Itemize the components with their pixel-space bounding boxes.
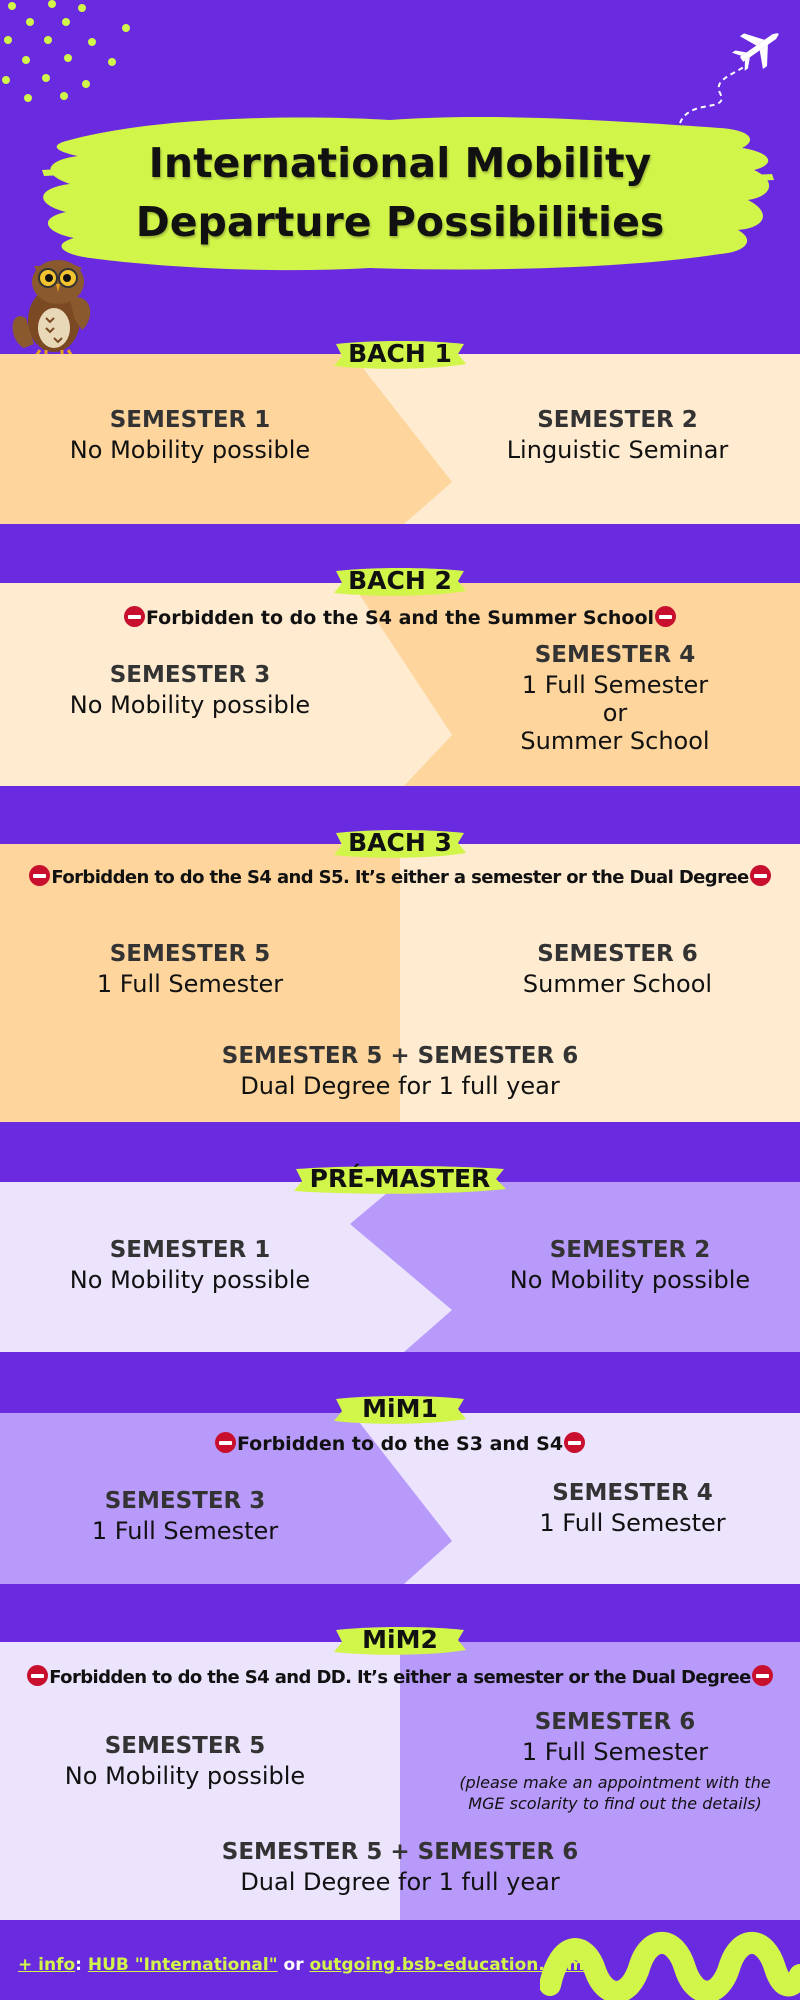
stop-sign-icon: [215, 1432, 236, 1453]
semester-heading: SEMESTER 2: [549, 1237, 711, 1263]
mim2-combined: [150, 1836, 650, 1896]
stop-sign-icon: [124, 606, 145, 627]
section-label-mim2: MiM2: [0, 1622, 800, 1658]
semester-heading: SEMESTER 1: [109, 407, 271, 433]
title-line-2: Departure Possibilities: [135, 198, 665, 246]
semester-heading: SEMESTER 6: [534, 1709, 696, 1735]
semester-detail: No Mobility possible: [69, 1266, 311, 1294]
semester-detail: Summer School: [522, 970, 713, 998]
premaster-semester-2: [465, 1234, 795, 1294]
semester-heading: SEMESTER 4: [552, 1480, 713, 1506]
title-line-1: International Mobility: [148, 139, 652, 187]
warning-text: Forbidden to do the S4 and S5. It’s either a semester or the Dual Degree: [51, 867, 749, 888]
stop-sign-icon: [29, 865, 50, 886]
bach1-semester-2: [460, 404, 775, 464]
semester-detail: 1 Full Semester: [539, 1509, 726, 1537]
semester-note: MGE scolarity to find out the details): [468, 1794, 762, 1813]
semester-detail: No Mobility possible: [64, 1762, 306, 1790]
section-bach3: [0, 844, 800, 1122]
semester-heading: SEMESTER 5: [104, 1733, 266, 1759]
section-label-mim1: MiM1: [0, 1391, 800, 1427]
semester-heading: SEMESTER 3: [109, 662, 271, 688]
section-bach2: [0, 583, 800, 786]
stop-sign-icon: [750, 865, 771, 886]
warning-text: Forbidden to do the S4 and the Summer School: [145, 607, 655, 629]
stop-sign-icon: [564, 1432, 585, 1453]
semester-heading: SEMESTER 2: [537, 407, 698, 433]
mim2-semester-5: [25, 1730, 345, 1790]
section-mim2: [0, 1642, 800, 1920]
semester-detail: 1 Full Semester: [521, 1738, 709, 1766]
bach3-warning: [0, 864, 800, 891]
section-mim1: [0, 1413, 800, 1584]
section-premaster: [0, 1182, 800, 1352]
semester-detail: 1 Full Semester: [96, 970, 284, 998]
stop-sign-icon: [27, 1665, 48, 1686]
bach3-semester-5: [30, 938, 350, 998]
semester-heading: SEMESTER 4: [534, 642, 696, 668]
warning-text: Forbidden to do the S4 and DD. It’s either a semester or the Dual Degree: [49, 1667, 751, 1688]
bach1-semester-1: [30, 404, 350, 464]
mim1-warning: [0, 1431, 800, 1457]
mim2-semester-6: [445, 1706, 785, 1814]
semester-heading: SEMESTER 5 + SEMESTER 6: [221, 1043, 579, 1069]
mim1-semester-3: [25, 1485, 345, 1545]
semester-detail: Linguistic Seminar: [506, 436, 729, 464]
footer-info: + info: HUB "International" or outgoing.bsb-education.com: [18, 1955, 585, 1975]
semester-detail: 1 Full Semester: [91, 1517, 279, 1545]
stop-sign-icon: [655, 606, 676, 627]
bach3-combined: [150, 1040, 650, 1100]
bach2-warning: [0, 605, 800, 631]
semester-detail: or: [602, 699, 628, 727]
footer-hub-link[interactable]: HUB "International": [87, 1955, 278, 1975]
semester-detail: Summer School: [520, 727, 710, 755]
section-label-premaster: PRÉ-MASTER: [0, 1161, 800, 1197]
page-title: [0, 134, 800, 252]
mim2-warning: [0, 1664, 800, 1691]
semester-heading: SEMESTER 6: [537, 941, 698, 967]
semester-heading: SEMESTER 3: [104, 1488, 266, 1514]
bach3-semester-6: [460, 938, 775, 998]
bach2-semester-4: [455, 639, 775, 755]
semester-heading: SEMESTER 1: [109, 1237, 271, 1263]
dots-decoration-icon: [0, 0, 140, 110]
semester-heading: SEMESTER 5: [109, 941, 271, 967]
section-label-bach2: BACH 2: [0, 563, 800, 599]
footer-info-prefix: + info: [18, 1955, 76, 1975]
semester-note: (please make an appointment with the: [459, 1773, 771, 1792]
section-label-bach1: BACH 1: [0, 336, 800, 372]
mim1-semester-4: [470, 1477, 795, 1537]
semester-heading: SEMESTER 5 + SEMESTER 6: [221, 1839, 579, 1865]
semester-detail: No Mobility possible: [509, 1266, 751, 1294]
premaster-semester-1: [30, 1234, 350, 1294]
stop-sign-icon: [752, 1665, 773, 1686]
semester-detail: No Mobility possible: [69, 691, 311, 719]
semester-detail: Dual Degree for 1 full year: [240, 1072, 560, 1100]
semester-detail: Dual Degree for 1 full year: [240, 1868, 560, 1896]
section-bach1: [0, 354, 800, 524]
semester-detail: No Mobility possible: [69, 436, 311, 464]
warning-text: Forbidden to do the S3 and S4: [236, 1433, 564, 1455]
section-label-bach3: BACH 3: [0, 825, 800, 861]
footer-url-link[interactable]: outgoing.bsb-education.com: [309, 1955, 585, 1975]
bach2-semester-3: [30, 659, 350, 719]
semester-detail: 1 Full Semester: [521, 671, 709, 699]
